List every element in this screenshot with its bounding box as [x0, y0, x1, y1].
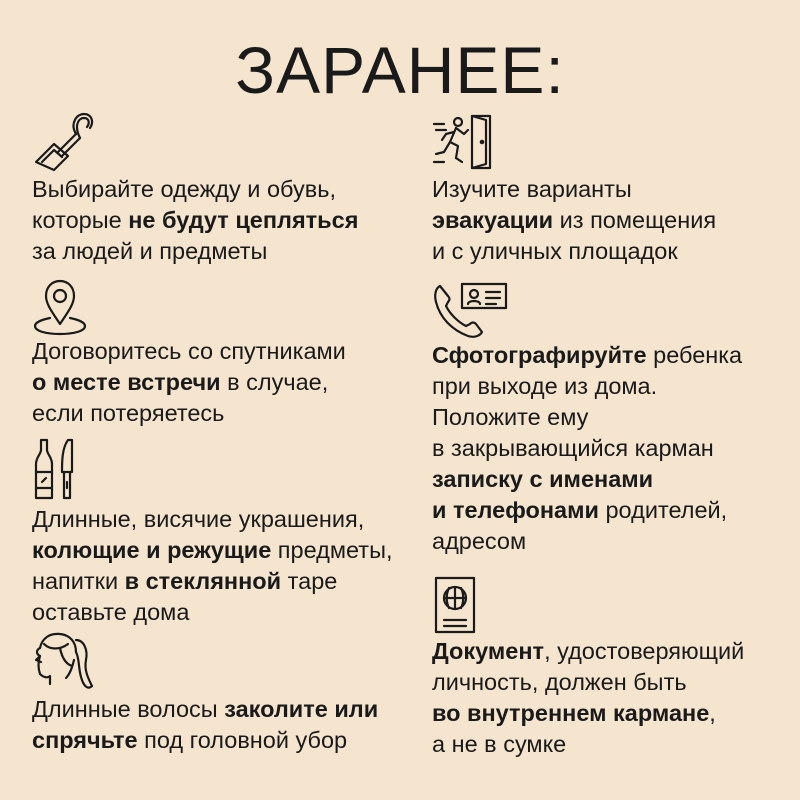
tip-text-segment: родителей,: [598, 497, 728, 523]
tip-text-segment: и с уличных площадок: [432, 238, 678, 264]
tip-text-segment: в закрывающийся карман: [432, 435, 714, 461]
tip-text: [432, 174, 716, 267]
tip-text-bold: Сфотографируйте: [432, 342, 647, 368]
tip-text-bold: Документ: [432, 638, 545, 664]
tip-text-segment: адресом: [432, 528, 527, 554]
tip-clothing: [32, 112, 358, 267]
tip-text-bold: в стеклянной: [124, 568, 282, 594]
page-title: ЗАРАНЕЕ:: [235, 33, 565, 107]
tip-dangerous-items: [32, 438, 392, 628]
map-pin-icon: [32, 278, 346, 336]
tip-child-contacts: [432, 280, 742, 557]
tip-text-bold: спрячьте: [32, 727, 138, 753]
tip-text: [32, 504, 392, 628]
tip-text-bold: эвакуации: [432, 207, 554, 233]
tip-evacuation: [432, 112, 716, 267]
tip-text: [32, 336, 346, 429]
tip-text-segment: Выбирайте одежду и обувь,: [32, 176, 336, 202]
tip-text-segment: Договоритесь со спутниками: [32, 338, 346, 364]
tip-text-segment: , удостоверяющий: [544, 638, 745, 664]
tip-text-segment: Длинные, висячие украшения,: [32, 506, 365, 532]
tip-text-bold: заколите или: [224, 696, 379, 722]
tip-text: [32, 174, 358, 267]
tip-text-bold: колющие и режущие: [32, 537, 272, 563]
tip-long-hair: [32, 630, 378, 756]
tip-text-bold: записку с именами: [432, 466, 654, 492]
tip-text-bold: во внутреннем кармане: [432, 700, 710, 726]
tip-text-bold: и телефонами: [432, 497, 599, 523]
tip-text-bold: о месте встречи: [32, 369, 221, 395]
tip-text: [32, 694, 378, 756]
tip-text-segment: если потеряетесь: [32, 400, 225, 426]
tip-text-segment: напитки: [32, 568, 125, 594]
tip-text-segment: Изучите варианты: [432, 176, 632, 202]
tip-text-segment: из помещения: [553, 207, 717, 233]
tip-text-bold: не будут цепляться: [128, 207, 359, 233]
tip-text-segment: ,: [709, 700, 716, 726]
tip-text-segment: предметы,: [271, 537, 393, 563]
hook-icon: [32, 112, 358, 172]
tip-text: [432, 340, 742, 557]
emergency-exit-icon: [432, 112, 716, 172]
tip-text-segment: которые: [32, 207, 129, 233]
tip-text-segment: личность, должен быть: [432, 669, 687, 695]
tip-id-document: [432, 576, 744, 760]
tip-text-segment: а не в сумке: [432, 731, 567, 757]
phone-contact-card-icon: [432, 280, 742, 340]
tip-text-segment: оставьте дома: [32, 599, 190, 625]
passport-icon: [432, 576, 744, 634]
tip-meeting-place: [32, 278, 346, 429]
tip-text-segment: Длинные волосы: [32, 696, 225, 722]
tip-text-segment: за людей и предметы: [32, 238, 268, 264]
tip-text-segment: Положите ему: [432, 404, 589, 430]
bottle-knife-icon: [32, 438, 392, 502]
tip-text-segment: при выходе из дома.: [432, 373, 658, 399]
ponytail-icon: [32, 630, 378, 694]
tip-text-segment: под головной убор: [137, 727, 348, 753]
tip-text: [432, 636, 744, 760]
tip-text-segment: в случае,: [220, 369, 329, 395]
tip-text-segment: ребенка: [646, 342, 743, 368]
tip-text-segment: таре: [281, 568, 338, 594]
